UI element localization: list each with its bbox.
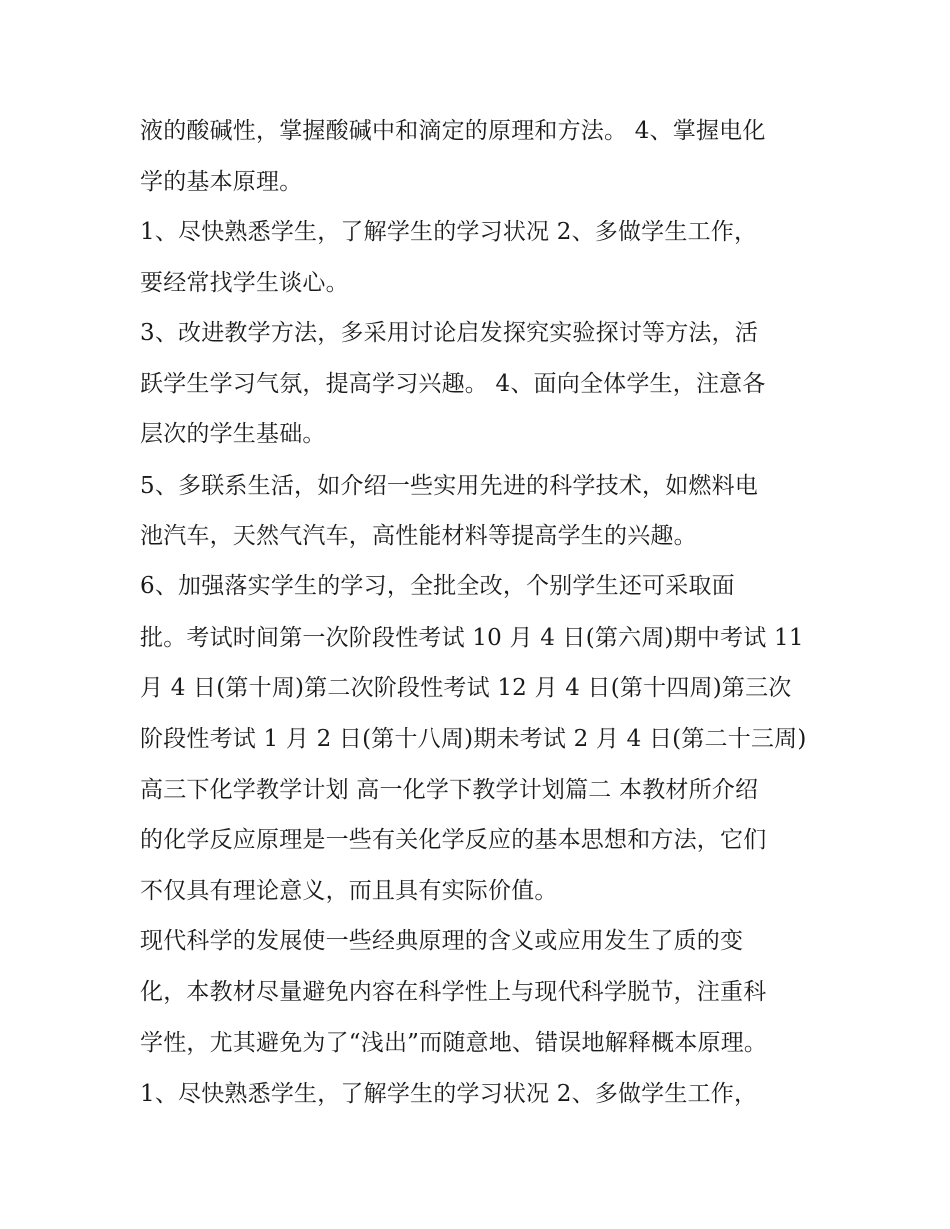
text-line: 池汽车，天然气汽车，高性能材料等提高学生的兴趣。 [140,523,697,549]
text-line: 1、尽快熟悉学生，了解学生的学习状况 2、多做学生工作， [140,1081,758,1107]
text-line: 化，本教材尽量避免内容在科学性上与现代科学脱节，注重科 [140,979,767,1005]
text-line: 阶段性考试 1 月 2 日(第十八周)期未考试 2 月 4 日(第二十三周) [140,726,807,752]
text-line: 的化学反应原理是一些有关化学反应的基本思想和方法，它们 [140,827,767,853]
text-line: 学性，尤其避免为了“浅出”而随意地、错误地解释概本原理。 [140,1030,768,1056]
text-line: 6、加强落实学生的学习，全批全改，个别学生还可采取面 [140,573,735,599]
text-line: 层次的学生基础。 [140,421,326,447]
text-line: 5、多联系生活，如介绍一些实用先进的科学技术，如燃料电 [140,473,759,499]
text-line: 3、改进教学方法，多采用讨论启发探究实验探讨等方法，活 [140,320,759,346]
text-line: 液的酸碱性，掌握酸碱中和滴定的原理和方法。 4、掌握电化 [140,118,766,144]
text-line: 要经常找学生谈心。 [140,270,349,296]
text-line: 批。考试时间第一次阶段性考试 10 月 4 日(第六周)期中考试 11 [140,625,804,651]
text-line: 学的基本原理。 [140,169,303,195]
text-line: 现代科学的发展使一些经典原理的含义或应用发生了质的变 [140,928,744,954]
text-line: 不仅具有理论意义，而且具有实际价值。 [140,878,558,904]
text-line: 跃学生学习气氛，提高学习兴趣。 4、面向全体学生，注意各 [140,371,766,397]
text-line: 1、尽快熟悉学生，了解学生的学习状况 2、多做学生工作， [140,219,758,245]
text-line: 高三下化学教学计划 高一化学下教学计划篇二 本教材所介绍 [140,777,759,803]
text-line: 月 4 日(第十周)第二次阶段性考试 12 月 4 日(第十四周)第三次 [140,675,792,701]
